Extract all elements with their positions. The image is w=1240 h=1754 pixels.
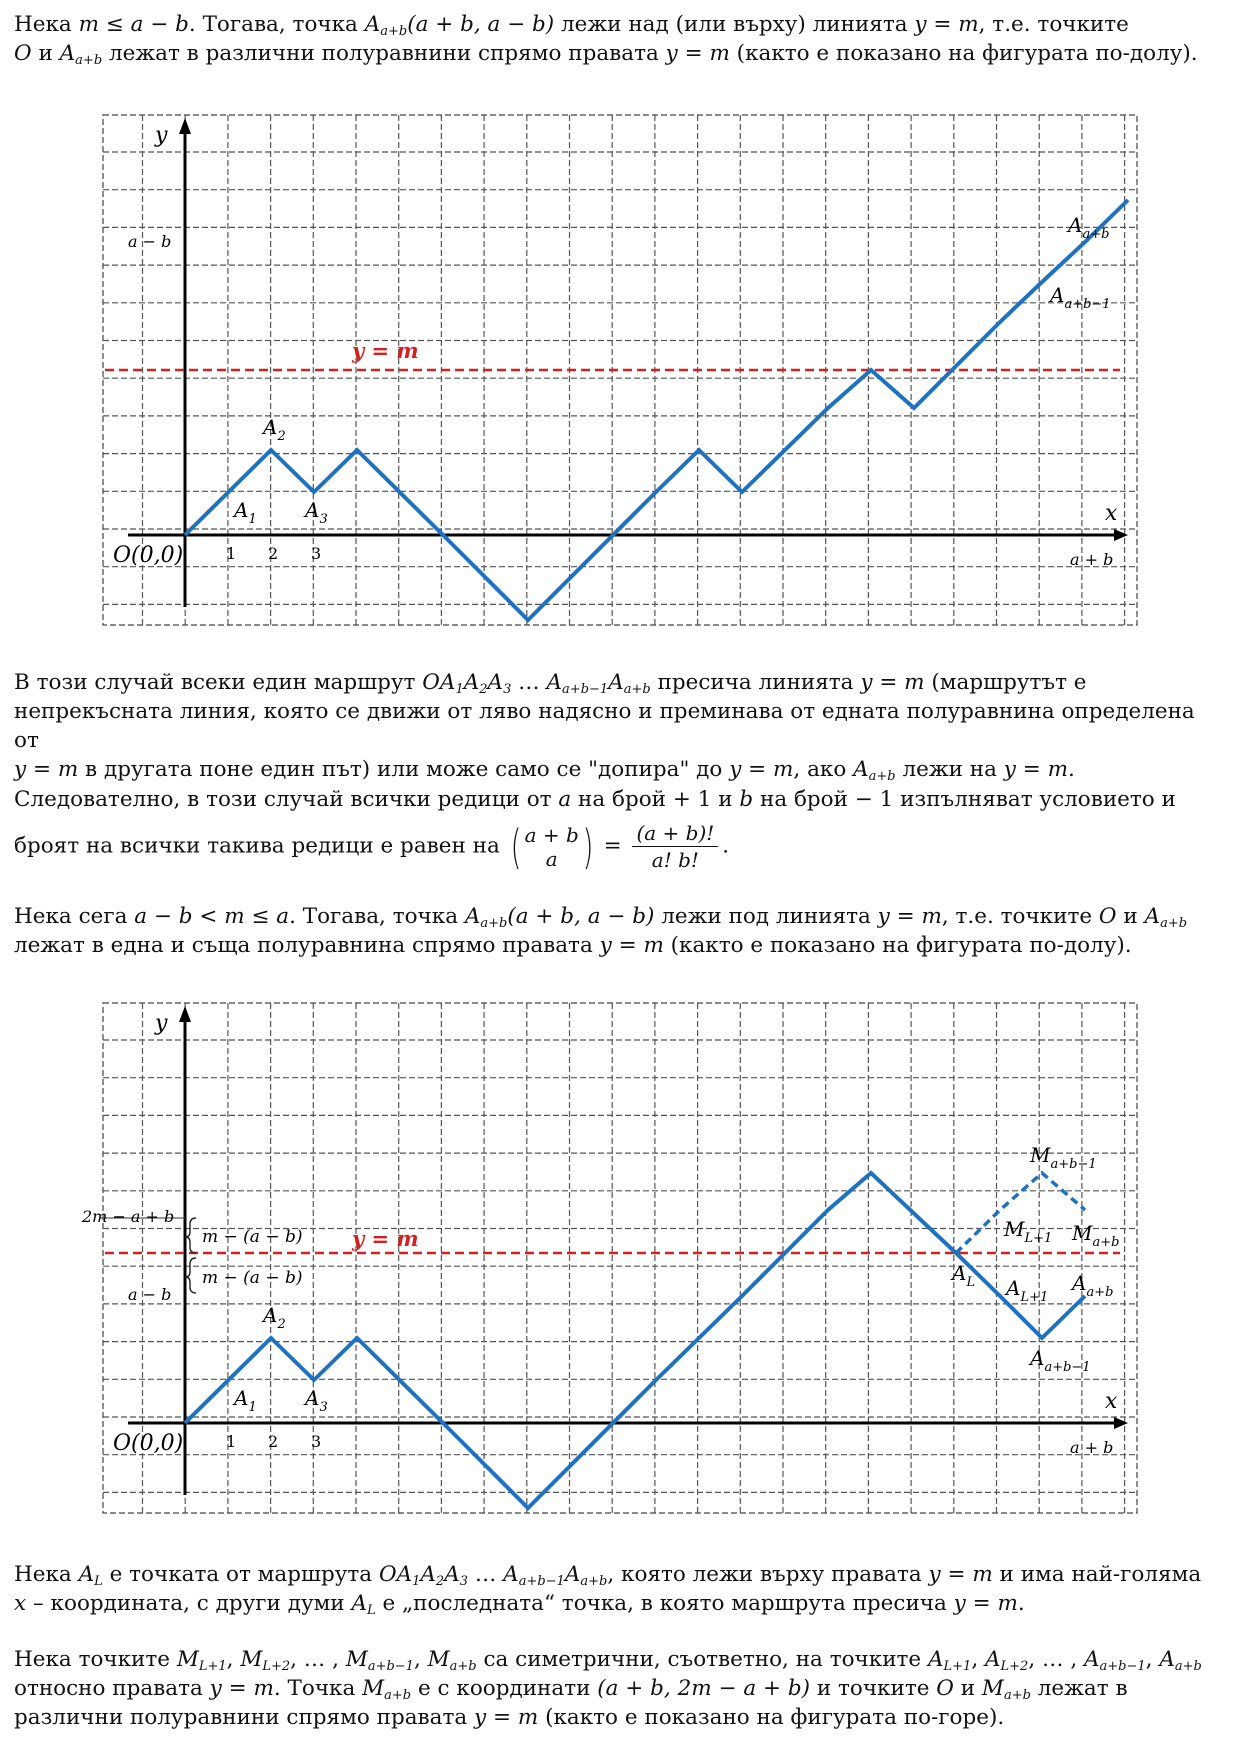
brace-lower (185, 1258, 196, 1293)
binomial-coefficient: ( a + b a ) (510, 819, 594, 874)
y-axis-label: y (155, 123, 168, 148)
y-axis-label: y (155, 1011, 168, 1036)
label-Aab1: $A_{a+b-1}$ (1030, 1346, 1091, 1375)
tick-1: 1 (226, 1432, 237, 1451)
apb-label: a + b (1070, 550, 1114, 569)
reflected-route (956, 1173, 1085, 1253)
label-ML1: $M_{L+1}$ (1004, 1217, 1053, 1246)
paragraph-4: Нека сега a − b < m ≤ a. Тогава, точка $A_{a+b}(a + b$, a − b) лежи под линията y = m, т.е. точките O и $A_{a+b}$ лежат в една и съща полуравнина спрямо правата y = m (както е показано на фигурата по-долу). (14, 904, 1188, 958)
paragraph-2: В този случай всеки един маршрут $OA_1A_2A_3$ … $A_{a+b-1}A_{a+b}$ пресича линията y = m (маршрутът е непрекъсната линия, която се движи от ляво надясно и преминава от едната полуравнина определена от y = m в другата поне един път) или може само се "допира" до y = m, ако $A_{a+b}$ лежи на y = m. (14, 670, 1195, 784)
label-A3: $A_3$ (305, 1386, 328, 1415)
label-Aab: $A_{a+b}$ (1068, 213, 1110, 242)
tick-2: 2 (268, 1432, 279, 1451)
paragraph-1: Нека m ≤ a − b. Тогава, точка $A_{a+b}(a + b$, a − b) лежи над (или върху) линията y = m, т.е. точките O и $A_{a+b}$ лежат в различни полуравнини спрямо правата y = m (както е показано на фигурата по-долу). (14, 12, 1198, 68)
tick-1: 1 (226, 544, 237, 563)
paragraph-5: Нека $A_L$ е точката от маршрута $OA_1A_2A_3$ … $A_{a+b-1}A_{a+b}$, която лежи върху правата y = m и има най-голяма x – координата, с други думи $A_L$ е „последната“ точка, в която маршрута пресича y = m. (14, 1562, 1202, 1618)
label-AL: $A_L$ (952, 1261, 976, 1290)
figure-2-reflected-path (82, 1000, 1140, 1520)
label-Aab1: $A_{a+b-1}$ (1050, 283, 1111, 312)
ab-label: a − b (128, 232, 172, 251)
label-AL1: $A_{L+1}$ (1006, 1276, 1049, 1305)
tick-3: 3 (311, 1432, 322, 1451)
label-A2: $A_2$ (263, 415, 286, 444)
x-axis-label: x (1105, 501, 1118, 526)
label-Aab: $A_{a+b}$ (1072, 1271, 1114, 1300)
factorial-fraction: $\frac{(a + b)!}{a! b!}$ (632, 820, 718, 873)
lattice-route (185, 1173, 1085, 1508)
y-m-label: y = m (352, 338, 419, 363)
y-m-label: y = m (352, 1226, 419, 1251)
label-A2: $A_2$ (263, 1303, 286, 1332)
label-A1: $A_1$ (234, 1386, 257, 1415)
brace-label-lower: m − (a − b) (202, 1268, 303, 1288)
ab-label: a − b (128, 1285, 172, 1304)
origin-label: O(0,0) (113, 1431, 184, 1456)
tick-2: 2 (268, 544, 279, 563)
tick-3: 3 (311, 544, 322, 563)
brace-upper (185, 1218, 196, 1253)
label-Mab: $M_{a+b}$ (1072, 1221, 1120, 1250)
grid (103, 1003, 1137, 1513)
brace-label-upper: m − (a − b) (202, 1227, 303, 1247)
label-Mab1: $M_{a+b-1}$ (1030, 1143, 1097, 1172)
label-A3: $A_3$ (305, 498, 328, 527)
top-label: 2m − a + b (82, 1207, 175, 1226)
figure-1-lattice-path (100, 112, 1140, 632)
label-A1: $A_1$ (234, 498, 257, 527)
lattice-route (185, 200, 1128, 620)
origin-label: O(0,0) (113, 543, 184, 568)
x-axis-label: x (1105, 1389, 1118, 1414)
paragraph-6: Нека точките $M_{L+1}$, $M_{L+2}$, … , $M_{a+b-1}$, $M_{a+b}$ са симетрични, съответно, на точките $A_{L+1}$, $A_{L+2}$, … , $A_{a+b-1}$, $A_{a+b}$ относно правата y = m. Точка $M_{a+b}$ е с координати (a + b, 2m − a + b) и точките O и $M_{a+b}$ лежат в различни полуравнини спрямо правата y = m (както е показано на фигурата по-горе). (14, 1647, 1202, 1730)
paragraph-3: Следователно, в този случай всички редици от a на брой + 1 и b на брой − 1 изпълняват условието и броят на всички такива редици е равен на ( a + b a ) = $\frac{(a + b)!}{a! b!}$ . (14, 787, 1176, 874)
apb-label: a + b (1070, 1438, 1114, 1457)
